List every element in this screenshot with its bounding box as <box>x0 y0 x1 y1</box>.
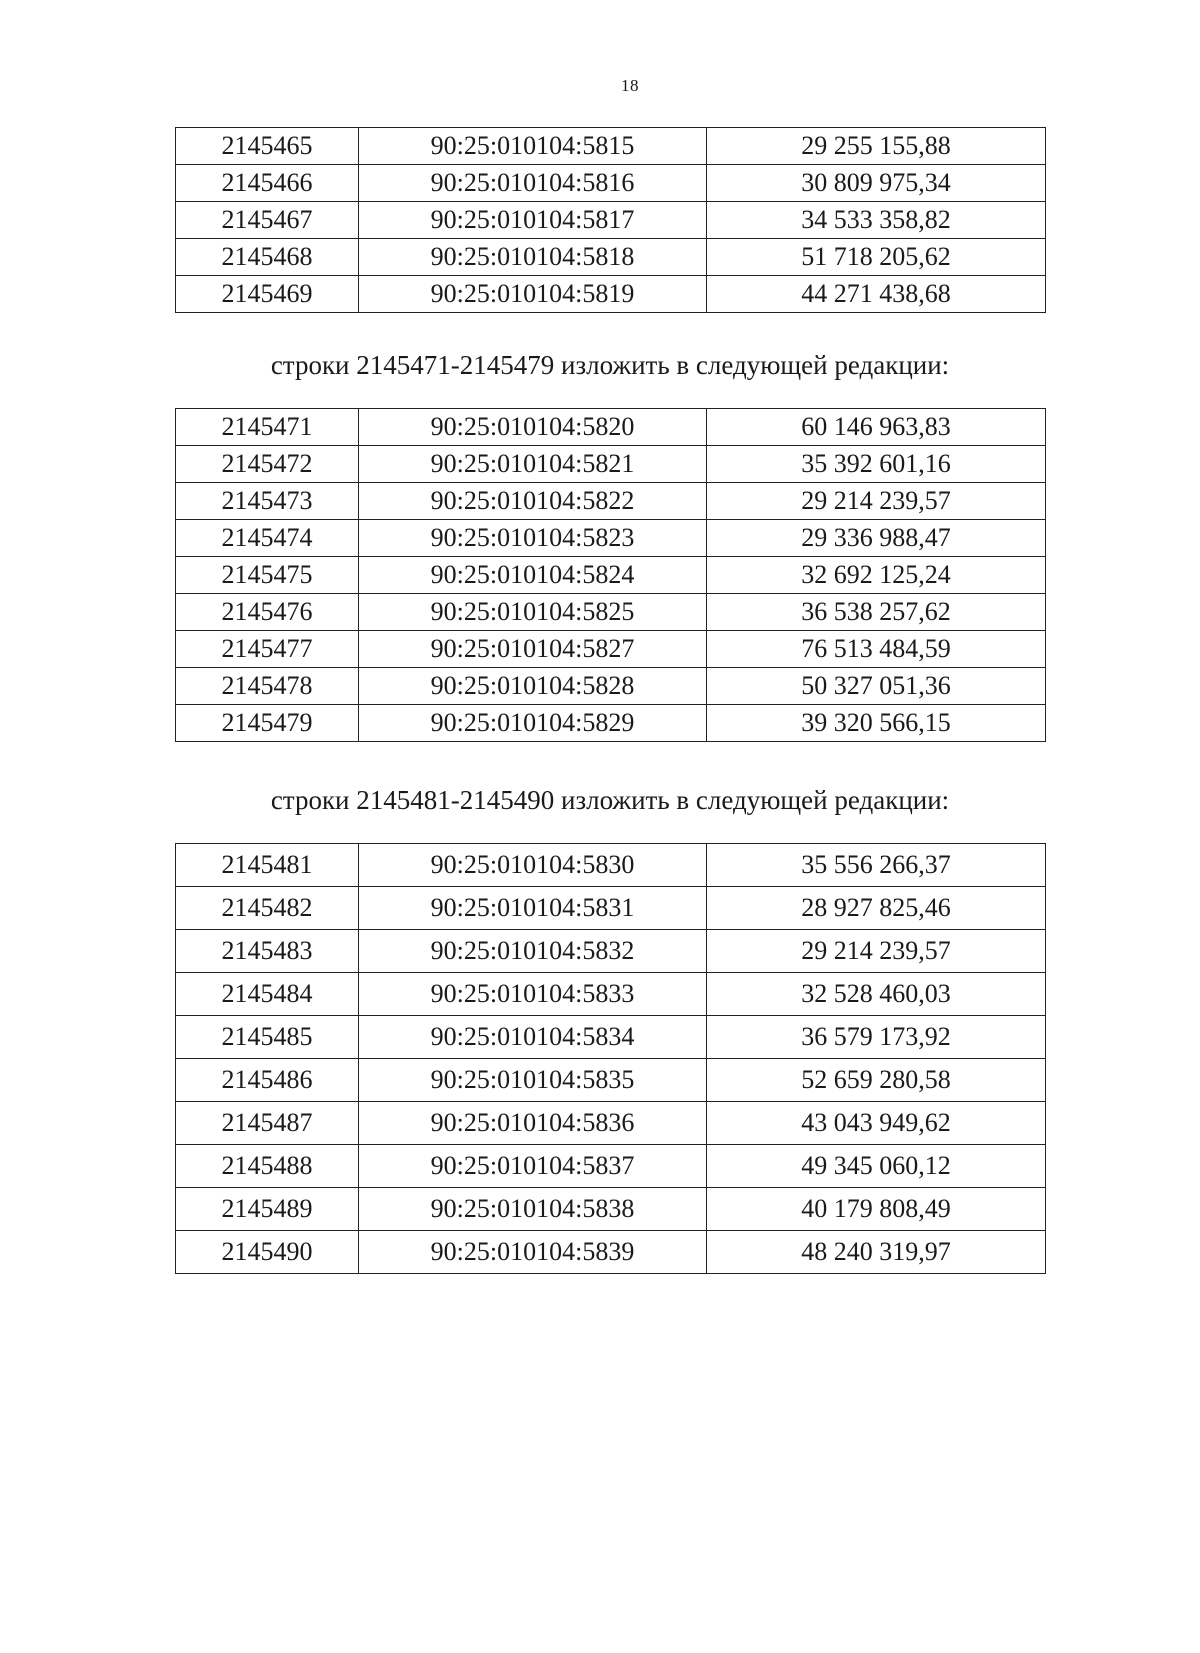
table-row <box>176 705 1046 742</box>
row-number-cell: 2145489 <box>176 1188 359 1231</box>
cadastral-number-cell: 90:25:010104:5817 <box>359 202 707 239</box>
cadastral-value-cell: 40 179 808,49 <box>707 1188 1046 1231</box>
table-row <box>176 239 1046 276</box>
cadastral-table-1 <box>175 127 1046 313</box>
row-number-cell: 2145466 <box>176 165 359 202</box>
cadastral-number-cell: 90:25:010104:5830 <box>359 844 707 887</box>
cadastral-value-cell: 29 214 239,57 <box>707 483 1046 520</box>
table-row <box>176 446 1046 483</box>
cadastral-value-cell: 49 345 060,12 <box>707 1145 1046 1188</box>
row-number-cell: 2145486 <box>176 1059 359 1102</box>
cadastral-value-cell: 35 392 601,16 <box>707 446 1046 483</box>
cadastral-number-cell: 90:25:010104:5823 <box>359 520 707 557</box>
cadastral-number-cell: 90:25:010104:5834 <box>359 1016 707 1059</box>
cadastral-value-cell: 48 240 319,97 <box>707 1231 1046 1274</box>
cadastral-value-cell: 32 692 125,24 <box>707 557 1046 594</box>
table-row <box>176 483 1046 520</box>
table-row <box>176 631 1046 668</box>
row-number-cell: 2145474 <box>176 520 359 557</box>
cadastral-value-cell: 30 809 975,34 <box>707 165 1046 202</box>
cadastral-number-cell: 90:25:010104:5820 <box>359 409 707 446</box>
row-number-cell: 2145479 <box>176 705 359 742</box>
table-row <box>176 1059 1046 1102</box>
cadastral-value-cell: 60 146 963,83 <box>707 409 1046 446</box>
row-number-cell: 2145465 <box>176 128 359 165</box>
row-number-cell: 2145478 <box>176 668 359 705</box>
row-number-cell: 2145481 <box>176 844 359 887</box>
row-number-cell: 2145482 <box>176 887 359 930</box>
row-number-cell: 2145467 <box>176 202 359 239</box>
table-row <box>176 844 1046 887</box>
cadastral-value-cell: 39 320 566,15 <box>707 705 1046 742</box>
cadastral-table-3 <box>175 843 1046 1274</box>
cadastral-number-cell: 90:25:010104:5815 <box>359 128 707 165</box>
cadastral-value-cell: 29 255 155,88 <box>707 128 1046 165</box>
cadastral-number-cell: 90:25:010104:5839 <box>359 1231 707 1274</box>
cadastral-number-cell: 90:25:010104:5836 <box>359 1102 707 1145</box>
table-row <box>176 520 1046 557</box>
table-row <box>176 276 1046 313</box>
cadastral-number-cell: 90:25:010104:5818 <box>359 239 707 276</box>
row-number-cell: 2145487 <box>176 1102 359 1145</box>
page-number: 18 <box>621 76 639 95</box>
cadastral-value-cell: 52 659 280,58 <box>707 1059 1046 1102</box>
cadastral-value-cell: 29 214 239,57 <box>707 930 1046 973</box>
cadastral-number-cell: 90:25:010104:5833 <box>359 973 707 1016</box>
table-row <box>176 202 1046 239</box>
table-row <box>176 165 1046 202</box>
cadastral-value-cell: 44 271 438,68 <box>707 276 1046 313</box>
cadastral-value-cell: 28 927 825,46 <box>707 887 1046 930</box>
row-number-cell: 2145468 <box>176 239 359 276</box>
cadastral-number-cell: 90:25:010104:5819 <box>359 276 707 313</box>
row-number-cell: 2145475 <box>176 557 359 594</box>
cadastral-value-cell: 29 336 988,47 <box>707 520 1046 557</box>
row-number-cell: 2145473 <box>176 483 359 520</box>
table-row <box>176 557 1046 594</box>
row-number-cell: 2145483 <box>176 930 359 973</box>
cadastral-number-cell: 90:25:010104:5831 <box>359 887 707 930</box>
cadastral-value-cell: 35 556 266,37 <box>707 844 1046 887</box>
cadastral-value-cell: 76 513 484,59 <box>707 631 1046 668</box>
cadastral-number-cell: 90:25:010104:5822 <box>359 483 707 520</box>
cadastral-value-cell: 36 579 173,92 <box>707 1016 1046 1059</box>
cadastral-number-cell: 90:25:010104:5824 <box>359 557 707 594</box>
cadastral-value-cell: 50 327 051,36 <box>707 668 1046 705</box>
cadastral-table-2 <box>175 408 1046 742</box>
cadastral-value-cell: 32 528 460,03 <box>707 973 1046 1016</box>
table-row <box>176 973 1046 1016</box>
row-number-cell: 2145472 <box>176 446 359 483</box>
table-row <box>176 668 1046 705</box>
cadastral-value-cell: 34 533 358,82 <box>707 202 1046 239</box>
cadastral-number-cell: 90:25:010104:5829 <box>359 705 707 742</box>
cadastral-number-cell: 90:25:010104:5838 <box>359 1188 707 1231</box>
cadastral-number-cell: 90:25:010104:5835 <box>359 1059 707 1102</box>
table-row <box>176 594 1046 631</box>
row-number-cell: 2145471 <box>176 409 359 446</box>
table-row <box>176 1145 1046 1188</box>
table-row <box>176 1016 1046 1059</box>
instruction-text-1: строки 2145471-2145479 изложить в следующей редакции: <box>270 350 950 380</box>
table-row <box>176 409 1046 446</box>
table-row <box>176 128 1046 165</box>
row-number-cell: 2145476 <box>176 594 359 631</box>
cadastral-value-cell: 43 043 949,62 <box>707 1102 1046 1145</box>
row-number-cell: 2145485 <box>176 1016 359 1059</box>
cadastral-number-cell: 90:25:010104:5828 <box>359 668 707 705</box>
cadastral-value-cell: 51 718 205,62 <box>707 239 1046 276</box>
cadastral-number-cell: 90:25:010104:5832 <box>359 930 707 973</box>
cadastral-number-cell: 90:25:010104:5827 <box>359 631 707 668</box>
row-number-cell: 2145477 <box>176 631 359 668</box>
instruction-text-2: строки 2145481-2145490 изложить в следующей редакции: <box>270 785 950 815</box>
table-row <box>176 1231 1046 1274</box>
row-number-cell: 2145490 <box>176 1231 359 1274</box>
row-number-cell: 2145484 <box>176 973 359 1016</box>
table-row <box>176 1102 1046 1145</box>
table-row <box>176 930 1046 973</box>
cadastral-number-cell: 90:25:010104:5821 <box>359 446 707 483</box>
cadastral-number-cell: 90:25:010104:5825 <box>359 594 707 631</box>
cadastral-value-cell: 36 538 257,62 <box>707 594 1046 631</box>
table-row <box>176 1188 1046 1231</box>
table-row <box>176 887 1046 930</box>
cadastral-number-cell: 90:25:010104:5837 <box>359 1145 707 1188</box>
cadastral-number-cell: 90:25:010104:5816 <box>359 165 707 202</box>
row-number-cell: 2145488 <box>176 1145 359 1188</box>
row-number-cell: 2145469 <box>176 276 359 313</box>
